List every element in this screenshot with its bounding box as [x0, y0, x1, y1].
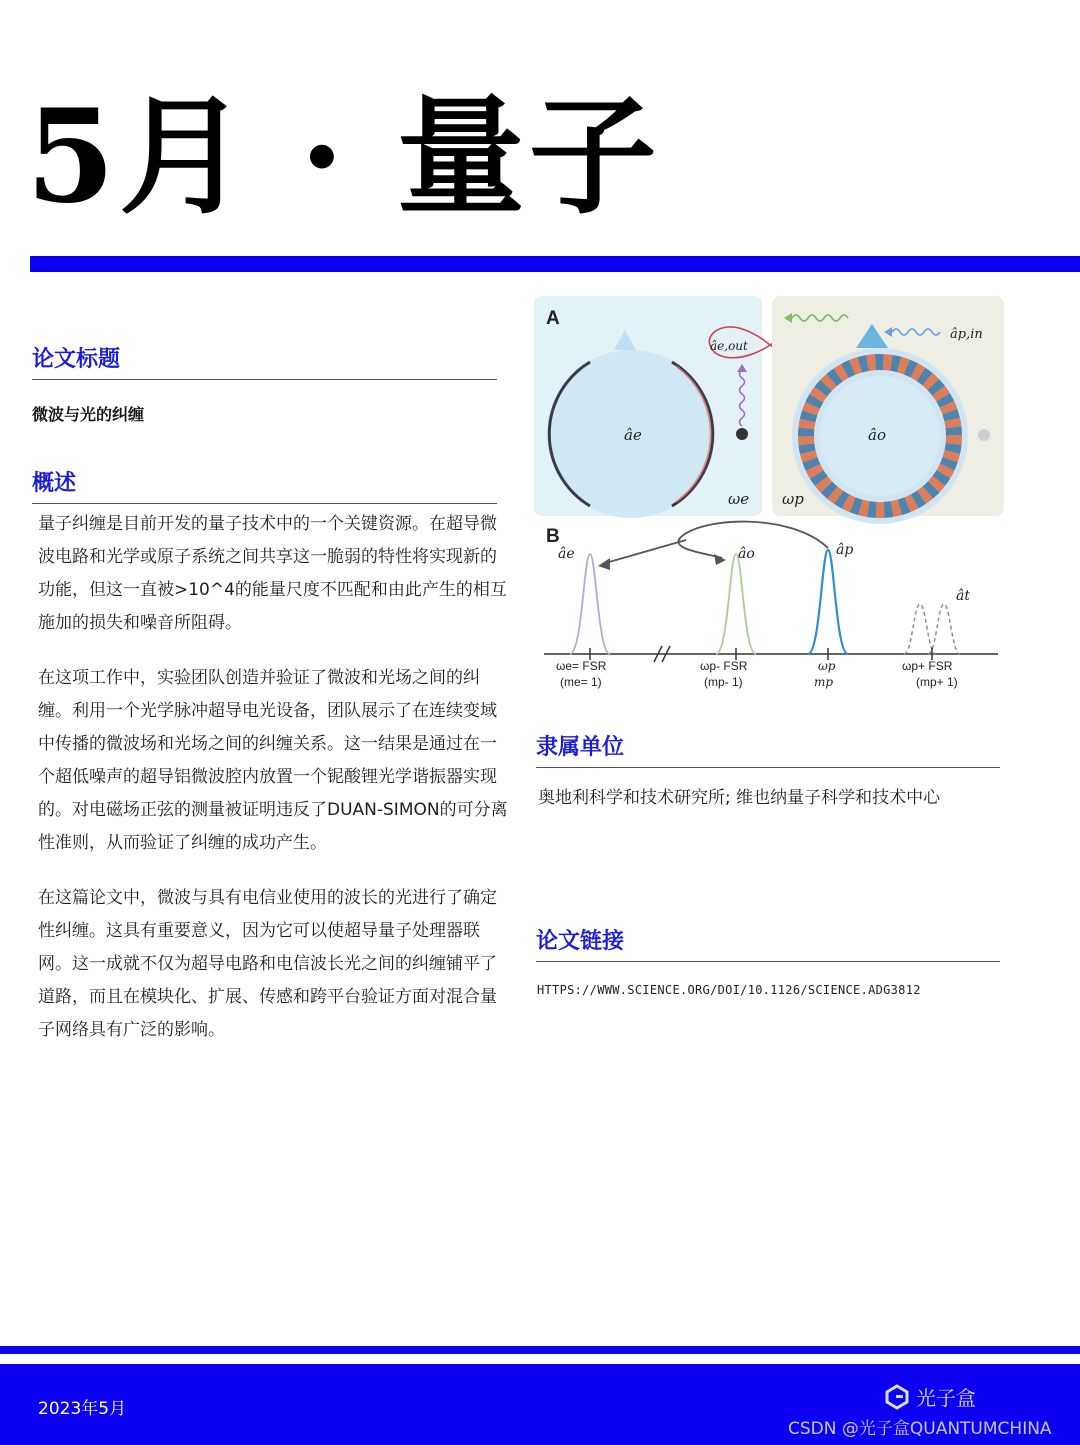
logo-text: 光子盒: [916, 1386, 976, 1410]
abstract-paragraph: 量子纠缠是目前开发的量子技术中的一个关键资源。在超导微波电路和光学或原子系统之间共享这一脆弱的特性将实现新的功能，但这一直被>10^4的能量尺度不匹配和由此产生的相互施加的损失和噪音所阻碍。: [38, 514, 507, 633]
paper-link-heading: 论文链接: [536, 924, 1000, 962]
peak-label-at: ât: [956, 588, 970, 604]
header-divider-bar: [30, 256, 1080, 272]
tick-label-1-bottom: (me= 1): [560, 675, 602, 689]
mode-label-ae: âe: [624, 426, 642, 444]
coupling-arrowhead-left: [598, 558, 610, 570]
peak-label-ae: âe: [558, 546, 575, 562]
panel-b-label: B: [546, 526, 560, 547]
coupling-arrow-left: [602, 540, 686, 564]
mode-label-ae-out: âe,out: [710, 339, 748, 353]
coupler-dot: [978, 429, 990, 441]
coupling-arrowhead-right: [714, 554, 726, 565]
abstract-paragraph: 在这项工作中，实验团队创造并验证了微波和光场之间的纠缠。利用一个光学脉冲超导电光设备，团队展示了在连续变域中传播的微波场和光场之间的纠缠关系。这一结果是通过在一个超低噪声的超导铝微波腔内放置一个铌酸锂光学谐振器实现的。对电磁场正弦的测量被证明违反了DUAN-SIMON的可分离性准则，从而验证了纠缠的成功产生。: [38, 668, 508, 853]
abstract-paragraph: 在这篇论文中，微波与具有电信业使用的波长的光进行了确定性纠缠。这具有重要意义，因为它可以使超导量子处理器联网。这一成就不仅为超导电路和电信波长光之间的纠缠铺平了道路，而且在模块化、扩展、传感和跨平台验证方面对混合量子网络具有广泛的影响。: [38, 888, 497, 1040]
affiliation-heading: 隶属单位: [536, 730, 1000, 768]
tick-label-1-top: ωe= FSR: [556, 659, 607, 673]
footer: [0, 1364, 1080, 1445]
logo-mark-icon: [884, 1384, 910, 1410]
page-title: 5月 · 量子: [26, 82, 661, 232]
peak-ap: [808, 550, 848, 654]
panel-a-label: A: [546, 308, 560, 329]
peak-ao: [716, 554, 756, 654]
abstract-heading: 概述: [32, 466, 497, 504]
omega-p-label: ωp: [782, 490, 804, 508]
footer-divider-bar: [0, 1346, 1080, 1354]
peak-label-ap: âp: [836, 542, 854, 558]
mode-label-ao: âo: [868, 426, 886, 444]
peak-label-ao: âo: [738, 546, 755, 562]
peak-ae: [570, 554, 610, 654]
paper-figure: [530, 292, 1010, 702]
tick-label-3-bottom: mp: [814, 675, 834, 689]
peak-at-1: [904, 604, 936, 654]
qubit-dot: [736, 428, 748, 440]
mode-label-ap-in: âp,in: [950, 327, 983, 342]
abstract-body: [38, 508, 508, 1069]
tick-label-2-top: ωp- FSR: [700, 659, 748, 673]
watermark: CSDN @光子盒QUANTUMCHINA: [788, 1419, 1052, 1439]
footer-date: 2023年5月: [38, 1399, 127, 1419]
peak-at-2: [928, 604, 960, 654]
tick-label-2-bottom: (mp- 1): [704, 675, 743, 689]
tick-label-4-bottom: (mp+ 1): [916, 675, 958, 689]
footer-logo: [884, 1382, 976, 1411]
tick-label-4-top: ωp+ FSR: [902, 659, 953, 673]
paper-title: 微波与光的纠缠: [32, 405, 145, 424]
paper-title-heading: 论文标题: [32, 342, 497, 380]
paper-link[interactable]: HTTPS://WWW.SCIENCE.ORG/DOI/10.1126/SCIENCE.ADG3812: [537, 983, 921, 997]
affiliation-text: 奥地利科学和技术研究所; 维也纳量子科学和技术中心: [538, 788, 941, 808]
tick-label-3-top: ωp: [818, 659, 836, 673]
omega-e-label: ωe: [728, 490, 750, 508]
